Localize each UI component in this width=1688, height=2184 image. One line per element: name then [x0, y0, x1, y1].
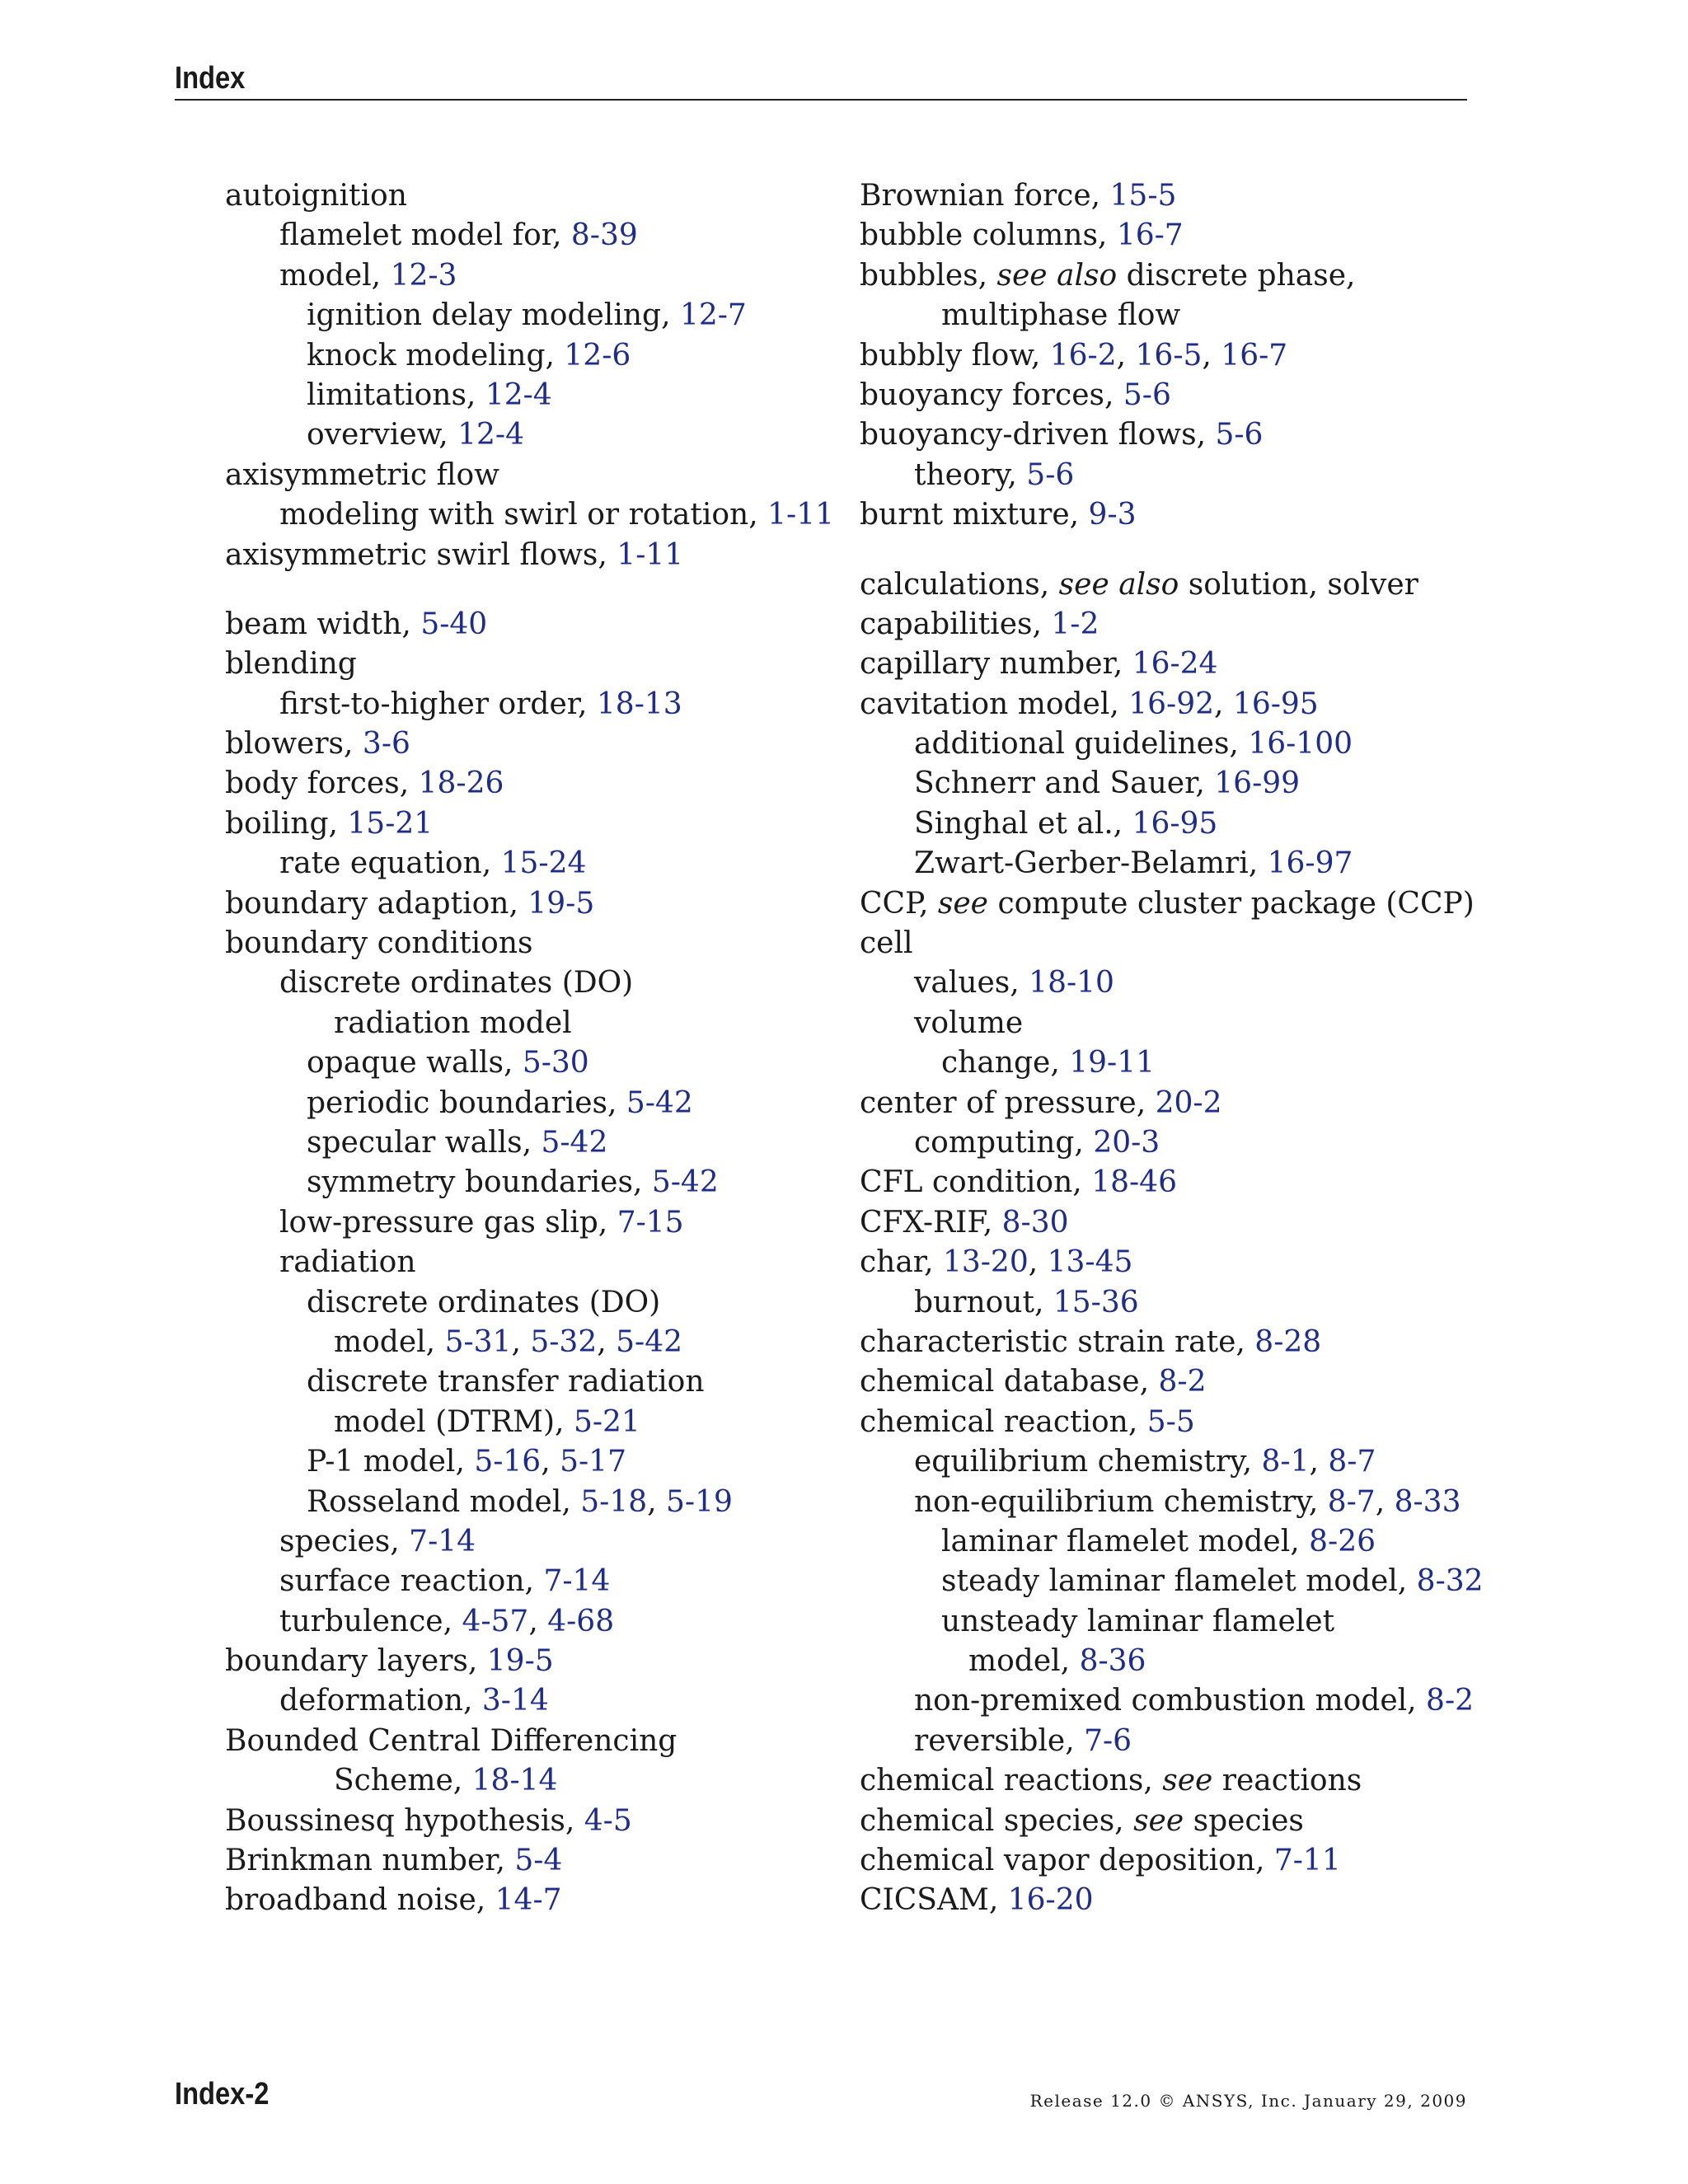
- index-entry: [860, 1084, 1484, 1123]
- index-subentry: [225, 844, 834, 883]
- page-reference-link[interactable]: 12-6: [564, 338, 631, 373]
- index-subentry: [860, 1722, 1484, 1761]
- page-reference-link[interactable]: 12-3: [390, 258, 457, 293]
- entry-text: ,: [647, 1484, 667, 1519]
- entry-text: specular walls,: [307, 1125, 542, 1160]
- index-entry: [860, 1203, 1484, 1243]
- entry-text: chemical database,: [860, 1365, 1159, 1399]
- index-entry: [860, 1163, 1484, 1202]
- entry-text: characteristic strain rate,: [860, 1324, 1255, 1359]
- index-subentry: [225, 1681, 834, 1721]
- index-entry: [225, 456, 834, 495]
- page-reference-link[interactable]: 16-7: [1221, 338, 1288, 373]
- entry-text: P-1 model,: [307, 1445, 475, 1479]
- index-entry: [860, 1323, 1484, 1362]
- entry-text: overview,: [307, 418, 458, 452]
- entry-text: char,: [860, 1245, 943, 1280]
- entry-text: bubbles,: [860, 258, 997, 293]
- page-reference-link[interactable]: 14-7: [495, 1883, 562, 1918]
- index-subentry: [225, 1123, 834, 1163]
- entry-text: Brinkman number,: [225, 1844, 515, 1878]
- entry-text: boundary layers,: [225, 1644, 487, 1679]
- entry-text: modeling with swirl or rotation,: [279, 498, 768, 532]
- page-reference-link[interactable]: 1-11: [617, 537, 684, 572]
- entry-text: ,: [1309, 1445, 1329, 1479]
- entry-text: first-to-higher order,: [279, 687, 597, 721]
- index-entry: [225, 536, 834, 575]
- index-entry: [860, 1403, 1484, 1442]
- index-subentry: [860, 1283, 1484, 1323]
- index-subentry: [225, 1761, 834, 1801]
- page-reference-link[interactable]: 19-5: [528, 886, 595, 921]
- entry-text: Rosseland model,: [307, 1484, 581, 1519]
- entry-text: solution, solver: [1179, 567, 1418, 602]
- index-entry: [225, 1642, 834, 1681]
- page-reference-link[interactable]: 18-10: [1029, 966, 1114, 1001]
- letter-group-gap: [225, 575, 834, 605]
- page-reference-link[interactable]: 12-7: [679, 298, 747, 333]
- page-reference-link[interactable]: 3-6: [362, 727, 410, 762]
- index-column-right: [860, 176, 1484, 1921]
- index-entry: [860, 1362, 1484, 1402]
- index-entry: [860, 376, 1484, 415]
- index-entry: [225, 176, 834, 216]
- index-entry: [860, 605, 1484, 644]
- entry-text: ,: [1116, 338, 1136, 373]
- page-reference-link[interactable]: 1-2: [1051, 607, 1100, 641]
- page-reference-link[interactable]: 5-4: [514, 1844, 563, 1878]
- index-entry: [225, 884, 834, 924]
- entry-text: cell: [860, 926, 913, 961]
- entry-text: model,: [334, 1324, 445, 1359]
- entry-text: beam width,: [225, 607, 421, 641]
- running-header-title: Index: [175, 61, 246, 96]
- release-notice: Release 12.0 © ANSYS, Inc. January 29, 2009: [1029, 2091, 1467, 2111]
- page-reference-link[interactable]: 9-3: [1088, 498, 1137, 532]
- entry-text: ,: [1028, 1245, 1048, 1280]
- page-number: Index-2: [175, 2077, 270, 2111]
- index-entry: [225, 1841, 834, 1881]
- page-reference-link[interactable]: 16-92: [1128, 687, 1215, 721]
- entry-text: ,: [511, 1324, 531, 1359]
- entry-text: blowers,: [225, 727, 363, 762]
- index-subentry: [860, 1562, 1484, 1601]
- entry-text: broadband noise,: [225, 1883, 495, 1918]
- page-reference-link[interactable]: 5-16: [474, 1445, 542, 1479]
- index-entry: [860, 884, 1484, 924]
- index-subentry: [225, 1362, 834, 1402]
- page-reference-link[interactable]: 13-20: [942, 1245, 1029, 1280]
- entry-text: buoyancy-driven flows,: [860, 418, 1216, 452]
- page-reference-link[interactable]: 8-7: [1327, 1484, 1376, 1519]
- entry-text: ,: [1214, 687, 1233, 721]
- page-reference-link[interactable]: 18-46: [1091, 1165, 1177, 1200]
- entry-text: laminar flamelet model,: [941, 1524, 1310, 1558]
- index-entry: [860, 1243, 1484, 1282]
- page-reference-link[interactable]: 16-100: [1248, 727, 1353, 762]
- index-subentry: [225, 1522, 834, 1562]
- page-reference-link[interactable]: 8-32: [1416, 1564, 1484, 1599]
- entry-text: discrete phase,: [1117, 258, 1356, 293]
- entry-text: ,: [1202, 338, 1221, 373]
- index-entry: [225, 764, 834, 804]
- entry-text: Singhal et al.,: [914, 806, 1132, 841]
- see-reference: see: [937, 886, 988, 921]
- index-entry: [860, 565, 1484, 605]
- index-subentry: [225, 415, 834, 455]
- index-subentry: [860, 1123, 1484, 1163]
- see-reference: see also: [1058, 567, 1179, 602]
- page-reference-link[interactable]: 5-21: [573, 1404, 640, 1439]
- index-entry: [860, 924, 1484, 963]
- entry-text: calculations,: [860, 567, 1059, 602]
- entry-text: center of pressure,: [860, 1085, 1156, 1120]
- page-reference-link[interactable]: 5-31: [444, 1324, 512, 1359]
- page-reference-link[interactable]: 18-26: [418, 766, 504, 801]
- entry-text: bubbly flow,: [860, 338, 1050, 373]
- page-reference-link[interactable]: 5-42: [541, 1125, 608, 1160]
- index-subentry: [860, 1602, 1484, 1642]
- entry-text: body forces,: [225, 766, 419, 801]
- page-reference-link[interactable]: 5-17: [560, 1445, 626, 1479]
- page-reference-link[interactable]: 18-13: [596, 687, 682, 721]
- entry-text: discrete ordinates (DO): [307, 1285, 661, 1319]
- index-subentry: [225, 1203, 834, 1243]
- see-reference: see: [1133, 1803, 1184, 1838]
- index-subentry: [860, 1043, 1484, 1083]
- entry-text: chemical vapor deposition,: [860, 1844, 1274, 1878]
- entry-text: boiling,: [225, 806, 348, 841]
- index-subentry: [225, 336, 834, 376]
- page-reference-link[interactable]: 19-5: [486, 1644, 554, 1679]
- page-reference-link[interactable]: 12-4: [485, 377, 552, 412]
- index-entry: [860, 495, 1484, 535]
- entry-text: compute cluster package (CCP): [988, 886, 1475, 921]
- entry-text: volume: [914, 1005, 1024, 1040]
- entry-text: surface reaction,: [279, 1564, 544, 1599]
- entry-text: axisymmetric flow: [225, 457, 499, 492]
- index-subentry: [860, 1004, 1484, 1043]
- letter-group-gap: [860, 536, 1484, 565]
- index-subentry: [860, 724, 1484, 764]
- page-reference-link[interactable]: 8-39: [570, 218, 638, 253]
- page-reference-link[interactable]: 16-99: [1214, 766, 1301, 801]
- index-entry: [860, 176, 1484, 216]
- index-subentry: [860, 1681, 1484, 1721]
- entry-text: low-pressure gas slip,: [279, 1205, 617, 1240]
- index-entry: [860, 685, 1484, 724]
- page-reference-link[interactable]: 16-20: [1007, 1883, 1094, 1918]
- page-reference-link[interactable]: 20-2: [1155, 1085, 1222, 1120]
- index-subentry: [225, 1562, 834, 1601]
- entry-text: flamelet model for,: [279, 218, 571, 253]
- index-entry: [225, 605, 834, 644]
- page-reference-link[interactable]: 5-6: [1026, 457, 1075, 492]
- index-column-left: [225, 176, 834, 1921]
- index-subentry: [225, 296, 834, 335]
- entry-text: burnout,: [914, 1285, 1053, 1319]
- index-subentry: [225, 1084, 834, 1123]
- index-subentry: [860, 296, 1484, 335]
- index-entry: [860, 256, 1484, 296]
- page-reference-link[interactable]: 20-3: [1093, 1125, 1160, 1160]
- index-subentry: [860, 963, 1484, 1003]
- page-reference-link[interactable]: 12-4: [457, 418, 525, 452]
- index-subentry: [225, 256, 834, 296]
- entry-text: capillary number,: [860, 647, 1132, 682]
- entry-text: burnt mixture,: [860, 498, 1089, 532]
- page-reference-link[interactable]: 1-11: [767, 498, 835, 532]
- page-reference-link[interactable]: 8-2: [1426, 1684, 1475, 1718]
- index-subentry: [860, 844, 1484, 883]
- page-reference-link[interactable]: 8-28: [1254, 1324, 1322, 1359]
- entry-text: ,: [541, 1445, 560, 1479]
- entry-text: Scheme,: [334, 1764, 472, 1798]
- entry-text: cavitation model,: [860, 687, 1129, 721]
- entry-text: bubble columns,: [860, 218, 1117, 253]
- index-entry: [225, 1881, 834, 1920]
- page-reference-link[interactable]: 16-95: [1232, 687, 1319, 721]
- entry-text: symmetry boundaries,: [307, 1165, 652, 1200]
- entry-text: discrete transfer radiation: [307, 1365, 705, 1399]
- entry-text: buoyancy forces,: [860, 377, 1123, 412]
- page-reference-link[interactable]: 19-11: [1069, 1046, 1156, 1080]
- index-subentry: [225, 495, 834, 535]
- page-reference-link[interactable]: 5-5: [1146, 1404, 1195, 1439]
- see-reference: see: [1162, 1764, 1213, 1798]
- entry-text: limitations,: [307, 377, 485, 412]
- page-reference-link[interactable]: 16-24: [1132, 647, 1218, 682]
- page-reference-link[interactable]: 7-11: [1273, 1844, 1341, 1878]
- page-reference-link[interactable]: 15-24: [500, 846, 587, 881]
- index-subentry: [860, 1483, 1484, 1522]
- index-subentry: [225, 1004, 834, 1043]
- index-subentry: [225, 376, 834, 415]
- page-reference-link[interactable]: 8-30: [1001, 1205, 1069, 1240]
- entry-text: reversible,: [914, 1723, 1085, 1758]
- entry-text: model (DTRM),: [334, 1404, 574, 1439]
- page-reference-link[interactable]: 5-42: [651, 1165, 719, 1200]
- index-entry: [225, 924, 834, 963]
- entry-text: radiation model: [334, 1005, 572, 1040]
- page-reference-link[interactable]: 3-14: [481, 1684, 549, 1718]
- page-reference-link[interactable]: 5-30: [522, 1046, 589, 1080]
- index-entry: [860, 336, 1484, 376]
- index-entry: [860, 1802, 1484, 1841]
- entry-text: Bounded Central Differencing: [225, 1723, 678, 1758]
- entry-text: non-equilibrium chemistry,: [914, 1484, 1328, 1519]
- index-subentry: [225, 1442, 834, 1482]
- entry-text: chemical reaction,: [860, 1404, 1147, 1439]
- index-subentry: [860, 1522, 1484, 1562]
- page-reference-link[interactable]: 7-14: [543, 1564, 611, 1599]
- index-entry: [225, 1722, 834, 1761]
- entry-text: non-premixed combustion model,: [914, 1684, 1427, 1718]
- page-reference-link[interactable]: 4-57: [462, 1604, 529, 1638]
- entry-text: additional guidelines,: [914, 727, 1249, 762]
- entry-text: computing,: [914, 1125, 1094, 1160]
- index-subentry: [860, 1642, 1484, 1681]
- entry-text: ,: [1375, 1484, 1395, 1519]
- see-reference: see also: [996, 258, 1118, 293]
- entry-text: CCP,: [860, 886, 938, 921]
- entry-text: ,: [528, 1604, 548, 1638]
- entry-text: autoignition: [225, 179, 407, 213]
- page-reference-link[interactable]: 16-2: [1049, 338, 1117, 373]
- page-reference-link[interactable]: 7-14: [409, 1524, 476, 1558]
- entry-text: chemical reactions,: [860, 1764, 1163, 1798]
- entry-text: CICSAM,: [860, 1883, 1008, 1918]
- page-reference-link[interactable]: 8-7: [1328, 1445, 1376, 1479]
- entry-text: multiphase flow: [941, 298, 1181, 333]
- index-subentry: [225, 1043, 834, 1083]
- index-entry: [860, 216, 1484, 255]
- entry-text: species: [1184, 1803, 1304, 1838]
- entry-text: Schnerr and Sauer,: [914, 766, 1215, 801]
- page-reference-link[interactable]: 16-5: [1135, 338, 1203, 373]
- entry-text: radiation: [279, 1245, 416, 1280]
- index-entry: [225, 1802, 834, 1841]
- index-subentry: [225, 1403, 834, 1442]
- entry-text: capabilities,: [860, 607, 1052, 641]
- page-reference-link[interactable]: 8-1: [1261, 1445, 1310, 1479]
- index-subentry: [225, 685, 834, 724]
- index-subentry: [225, 963, 834, 1003]
- entry-text: change,: [941, 1046, 1070, 1080]
- entry-text: axisymmetric swirl flows,: [225, 537, 617, 572]
- index-entry: [860, 1761, 1484, 1801]
- index-subentry: [860, 1442, 1484, 1482]
- entry-text: reactions: [1212, 1764, 1362, 1798]
- entry-text: steady laminar flamelet model,: [941, 1564, 1417, 1599]
- entry-text: knock modeling,: [307, 338, 565, 373]
- entry-text: model,: [968, 1644, 1080, 1679]
- page-reference-link[interactable]: 15-5: [1109, 179, 1177, 213]
- index-entry: [225, 804, 834, 844]
- entry-text: Boussinesq hypothesis,: [225, 1803, 584, 1838]
- index-subentry: [225, 216, 834, 255]
- entry-text: Brownian force,: [860, 179, 1110, 213]
- index-subentry: [225, 1163, 834, 1202]
- index-subentry: [860, 804, 1484, 844]
- page-reference-link[interactable]: 8-36: [1079, 1644, 1146, 1679]
- index-entry: [225, 724, 834, 764]
- index-entry: [860, 1841, 1484, 1881]
- page-reference-link[interactable]: 5-40: [420, 607, 488, 641]
- page-reference-link[interactable]: 5-18: [580, 1484, 648, 1519]
- entry-text: turbulence,: [279, 1604, 462, 1638]
- entry-text: periodic boundaries,: [307, 1085, 626, 1120]
- page-reference-link[interactable]: 13-45: [1047, 1245, 1133, 1280]
- page-reference-link[interactable]: 7-6: [1084, 1723, 1132, 1758]
- entry-text: opaque walls,: [307, 1046, 523, 1080]
- entry-text: theory,: [914, 457, 1027, 492]
- index-entry: [860, 415, 1484, 455]
- entry-text: deformation,: [279, 1684, 482, 1718]
- index-entry: [225, 644, 834, 684]
- page-reference-link[interactable]: 4-68: [547, 1604, 615, 1638]
- entry-text: ,: [597, 1324, 617, 1359]
- entry-text: rate equation,: [279, 846, 501, 881]
- entry-text: blending: [225, 647, 357, 682]
- page-reference-link[interactable]: 8-2: [1158, 1365, 1207, 1399]
- page-reference-link[interactable]: 16-95: [1132, 806, 1218, 841]
- index-entry: [860, 644, 1484, 684]
- entry-text: Zwart-Gerber-Belamri,: [914, 846, 1268, 881]
- page-reference-link[interactable]: 5-19: [666, 1484, 733, 1519]
- page-reference-link[interactable]: 5-42: [626, 1085, 693, 1120]
- page-reference-link[interactable]: 16-97: [1267, 846, 1353, 881]
- index-subentry: [225, 1602, 834, 1642]
- entry-text: equilibrium chemistry,: [914, 1445, 1262, 1479]
- page-reference-link[interactable]: 4-5: [584, 1803, 632, 1838]
- entry-text: boundary conditions: [225, 926, 533, 961]
- index-entry: [860, 1881, 1484, 1920]
- index-subentry: [225, 1483, 834, 1522]
- entry-text: chemical species,: [860, 1803, 1134, 1838]
- index-subentry: [225, 1323, 834, 1362]
- index-subentry: [860, 764, 1484, 804]
- index-subentry: [860, 456, 1484, 495]
- page-reference-link[interactable]: 7-15: [617, 1205, 684, 1240]
- page-reference-link[interactable]: 8-26: [1309, 1524, 1376, 1558]
- page-reference-link[interactable]: 5-32: [530, 1324, 598, 1359]
- page-reference-link[interactable]: 5-6: [1215, 418, 1264, 452]
- header-rule: [175, 99, 1467, 101]
- page-reference-link[interactable]: 18-14: [471, 1764, 558, 1798]
- entry-text: species,: [279, 1524, 410, 1558]
- page-reference-link[interactable]: 15-21: [347, 806, 434, 841]
- index-subentry: [225, 1243, 834, 1282]
- page-reference-link[interactable]: 5-42: [616, 1324, 683, 1359]
- entry-text: unsteady laminar flamelet: [941, 1604, 1335, 1638]
- entry-text: CFL condition,: [860, 1165, 1092, 1200]
- entry-text: discrete ordinates (DO): [279, 966, 634, 1001]
- index-subentry: [225, 1283, 834, 1323]
- entry-text: ignition delay modeling,: [307, 298, 680, 333]
- entry-text: values,: [914, 966, 1029, 1001]
- entry-text: boundary adaption,: [225, 886, 528, 921]
- page-reference-link[interactable]: 15-36: [1053, 1285, 1139, 1319]
- page-reference-link[interactable]: 8-33: [1394, 1484, 1461, 1519]
- entry-text: CFX-RIF,: [860, 1205, 1002, 1240]
- entry-text: model,: [279, 258, 391, 293]
- page-reference-link[interactable]: 5-6: [1123, 377, 1171, 412]
- page-reference-link[interactable]: 16-7: [1116, 218, 1184, 253]
